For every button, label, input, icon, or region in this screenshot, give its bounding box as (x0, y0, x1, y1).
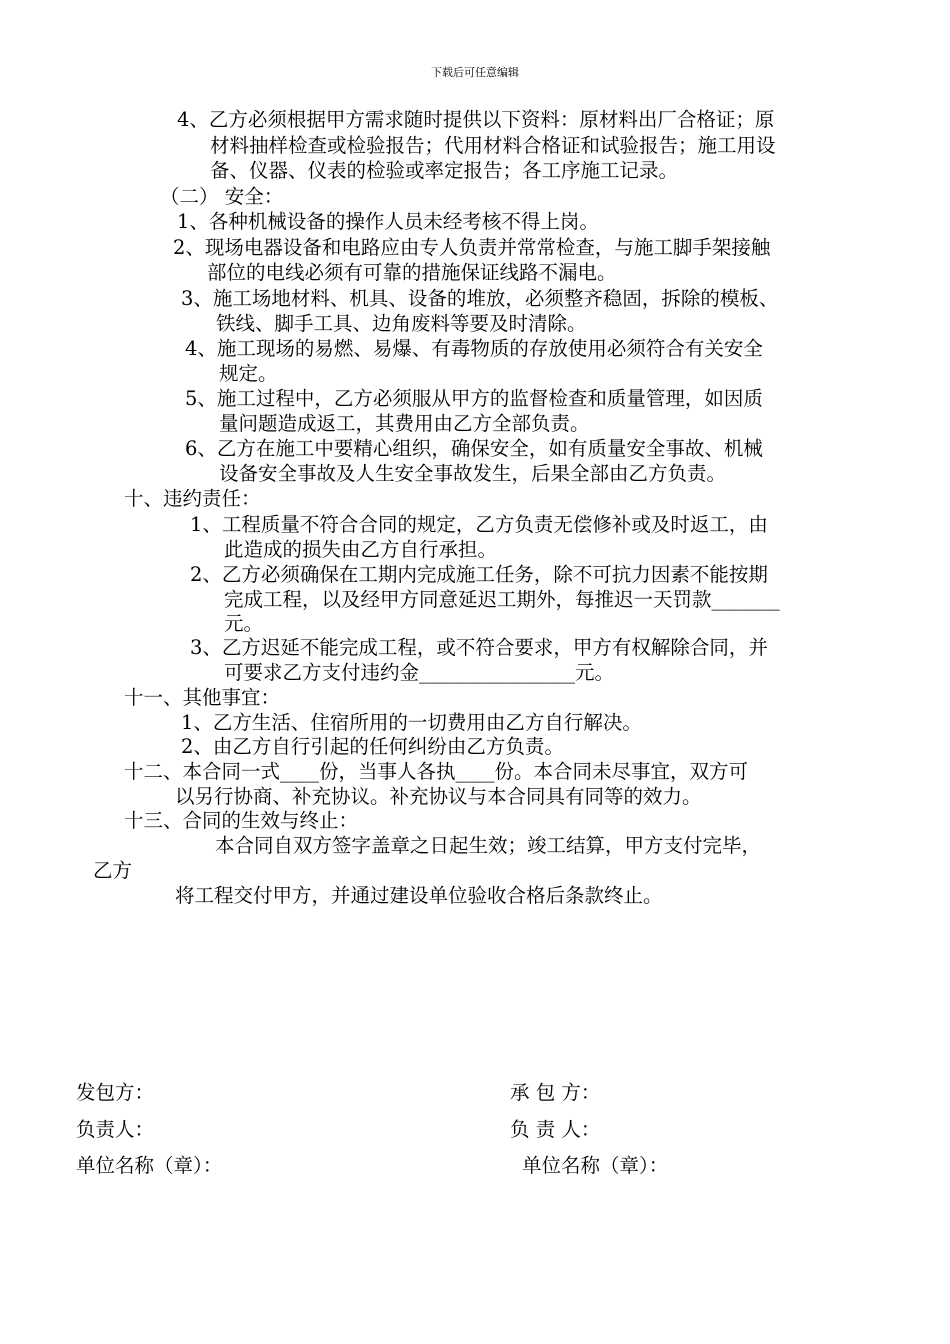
clause-text: 2、现场电器设备和电路应由专人负责并常常检查，与施工脚手架接触 (173, 236, 771, 259)
clause-text: 乙方 (93, 859, 133, 882)
clause-text: 以另行协商、补充协议。补充协议与本合同具有同等的效力。 (175, 785, 702, 808)
clause-text: 4、施工现场的易燃、易爆、有毒物质的存放使用必须符合有关安全 (185, 337, 763, 360)
clause-text: 规定。 (219, 362, 278, 385)
clause-text: 2、由乙方自行引起的任何纠纷由乙方负责。 (181, 735, 564, 758)
clause-text: 材料抽样检查或检验报告；代用材料合格证和试验报告；施工用设 (210, 134, 776, 157)
clause-text: 将工程交付甲方，并通过建设单位验收合格后条款终止。 (175, 884, 663, 907)
clause-text: 2、乙方必须确保在工期内完成施工任务，除不可抗力因素不能按期 (190, 563, 768, 586)
clause-text: 此造成的损失由乙方自行承担。 (224, 538, 498, 561)
clause-text: 1、工程质量不符合合同的规定，乙方负责无偿修补或及时返工，由 (190, 513, 768, 536)
clause-text: 设备安全事故及人生安全事故发生，后果全部由乙方负责。 (219, 462, 727, 485)
clause-text: 完成工程，以及经甲方同意延迟工期外，每推迟一天罚款_______ (224, 588, 780, 611)
contractor-issuer-label: 发包方： (76, 1081, 155, 1104)
contractor-responsible-label: 负 责 人： (510, 1118, 601, 1141)
clause-text: 可要求乙方支付违约金________________元。 (224, 661, 615, 684)
clause-text: 铁线、脚手工具、边角废料等要及时清除。 (216, 312, 587, 335)
clause-text: 3、施工场地材料、机具、设备的堆放，必须整齐稳固，拆除的模板、 (181, 287, 779, 310)
clause-text: 6、乙方在施工中要精心组织，确保安全，如有质量安全事故、机械 (185, 437, 763, 460)
clause-text: 1、乙方生活、住宿所用的一切费用由乙方自行解决。 (181, 711, 642, 734)
issuer-responsible-label: 负责人： (76, 1118, 155, 1141)
section-heading: 十、违约责任： (124, 487, 261, 510)
clause-text: 元。 (224, 612, 264, 635)
contractor-unit-label: 单位名称（章）： (522, 1154, 669, 1177)
contractor-label: 承 包 方： (510, 1081, 601, 1104)
section-heading: 十三、合同的生效与终止： (124, 809, 359, 832)
clause-text: 1、各种机械设备的操作人员未经考核不得上岗。 (177, 210, 599, 233)
clause-text: 备、仪器、仪表的检验或率定报告；各工序施工记录。 (210, 159, 679, 182)
issuer-unit-label: 单位名称（章）： (76, 1154, 223, 1177)
clause-text: 5、施工过程中，乙方必须服从甲方的监督检查和质量管理，如因质 (185, 387, 763, 410)
clause-text: 4、乙方必须根据甲方需求随时提供以下资料：原材料出厂合格证；原 (177, 108, 775, 131)
clause-text: 3、乙方迟延不能完成工程，或不符合要求，甲方有权解除合同，并 (190, 636, 768, 659)
section-heading: （二） 安全： (160, 185, 284, 208)
section-heading: 十一、其他事宜： (124, 686, 281, 709)
clause-text: 量问题造成返工，其费用由乙方全部负责。 (219, 412, 590, 435)
clause-text: 部位的电线必须有可靠的措施保证线路不漏电。 (207, 261, 617, 284)
clause-text: 本合同自双方签字盖章之日起生效；竣工结算，甲方支付完毕， (215, 834, 762, 857)
section-heading: 十二、本合同一式____份，当事人各执____份。本合同未尽事宜，双方可 (124, 760, 749, 783)
page-header-note: 下载后可任意编辑 (431, 66, 519, 79)
